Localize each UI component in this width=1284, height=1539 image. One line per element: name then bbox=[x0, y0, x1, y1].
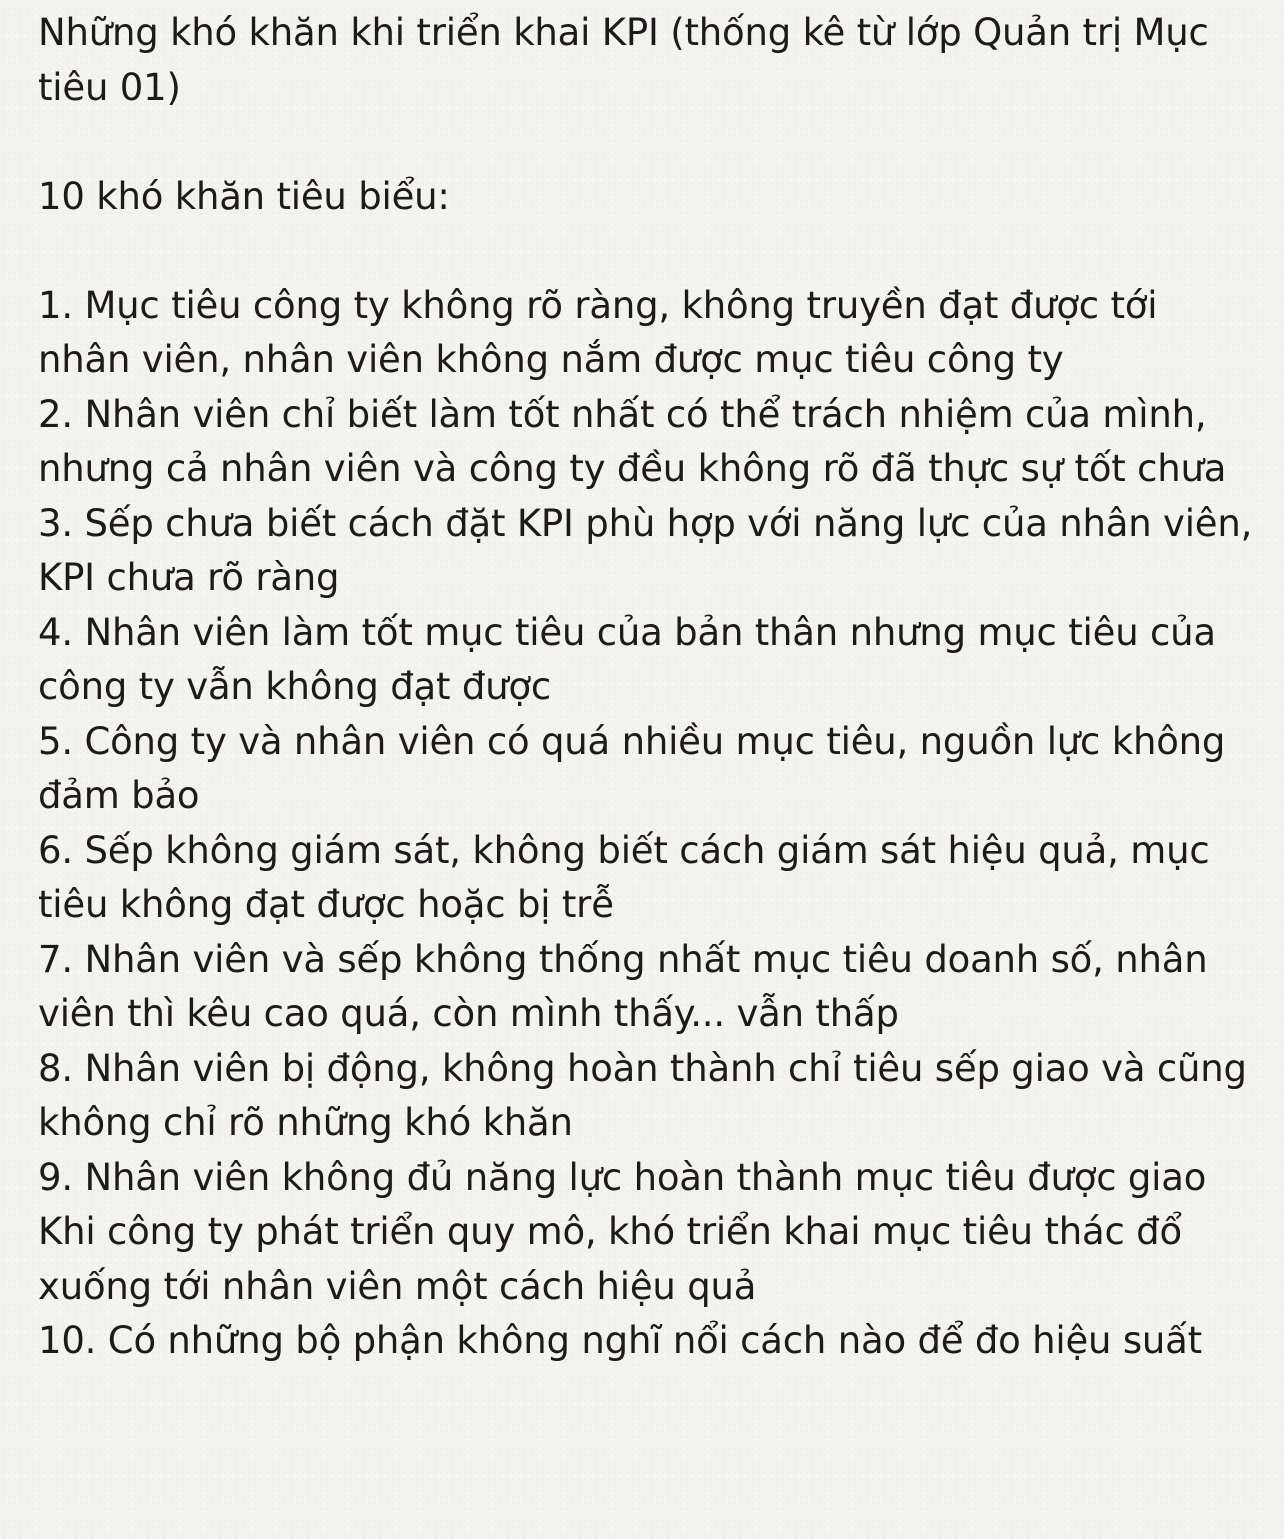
note-subtitle: 10 khó khăn tiêu biểu: bbox=[38, 174, 450, 218]
list-item: 7. Nhân viên và sếp không thống nhất mục tiêu doanh số, nhân viên thì kêu cao quá, còn mình thấy... vẫn thấp bbox=[38, 937, 1220, 1035]
list-item: 8. Nhân viên bị động, không hoàn thành chỉ tiêu sếp giao và cũng không chỉ rõ những khó khăn bbox=[38, 1046, 1259, 1144]
list-item: 3. Sếp chưa biết cách đặt KPI phù hợp với năng lực của nhân viên, KPI chưa rõ ràng bbox=[38, 501, 1264, 599]
list-item: 6. Sếp không giám sát, không biết cách giám sát hiệu quả, mục tiêu không đạt được hoặc bị trễ bbox=[38, 828, 1222, 926]
note-body[interactable] bbox=[38, 6, 1264, 1369]
list-item: Khi công ty phát triển quy mô, khó triển khai mục tiêu thác đổ xuống tới nhân viên một cách hiệu quả bbox=[38, 1210, 1194, 1308]
blank-line bbox=[38, 224, 1258, 279]
list-item: 9. Nhân viên không đủ năng lực hoàn thành mục tiêu được giao bbox=[38, 1155, 1207, 1199]
blank-line bbox=[38, 115, 1258, 170]
list-item: 5. Công ty và nhân viên có quá nhiều mục tiêu, nguồn lực không đảm bảo bbox=[38, 719, 1237, 817]
list-item: 2. Nhân viên chỉ biết làm tốt nhất có thể trách nhiệm của mình, nhưng cả nhân viên và công ty đều không rõ đã thực sự tốt chưa bbox=[38, 392, 1227, 490]
list-item: 4. Nhân viên làm tốt mục tiêu của bản thân nhưng mục tiêu của công ty vẫn không đạt được bbox=[38, 610, 1228, 708]
list-item: 10. Có những bộ phận không nghĩ nổi cách nào để đo hiệu suất bbox=[38, 1319, 1202, 1362]
list-item: 1. Mục tiêu công ty không rõ ràng, không truyền đạt được tới nhân viên, nhân viên không nắm được mục tiêu công ty bbox=[38, 283, 1169, 381]
note-title: Những khó khăn khi triển khai KPI (thống kê từ lớp Quản trị Mục tiêu 01) bbox=[38, 11, 1221, 109]
